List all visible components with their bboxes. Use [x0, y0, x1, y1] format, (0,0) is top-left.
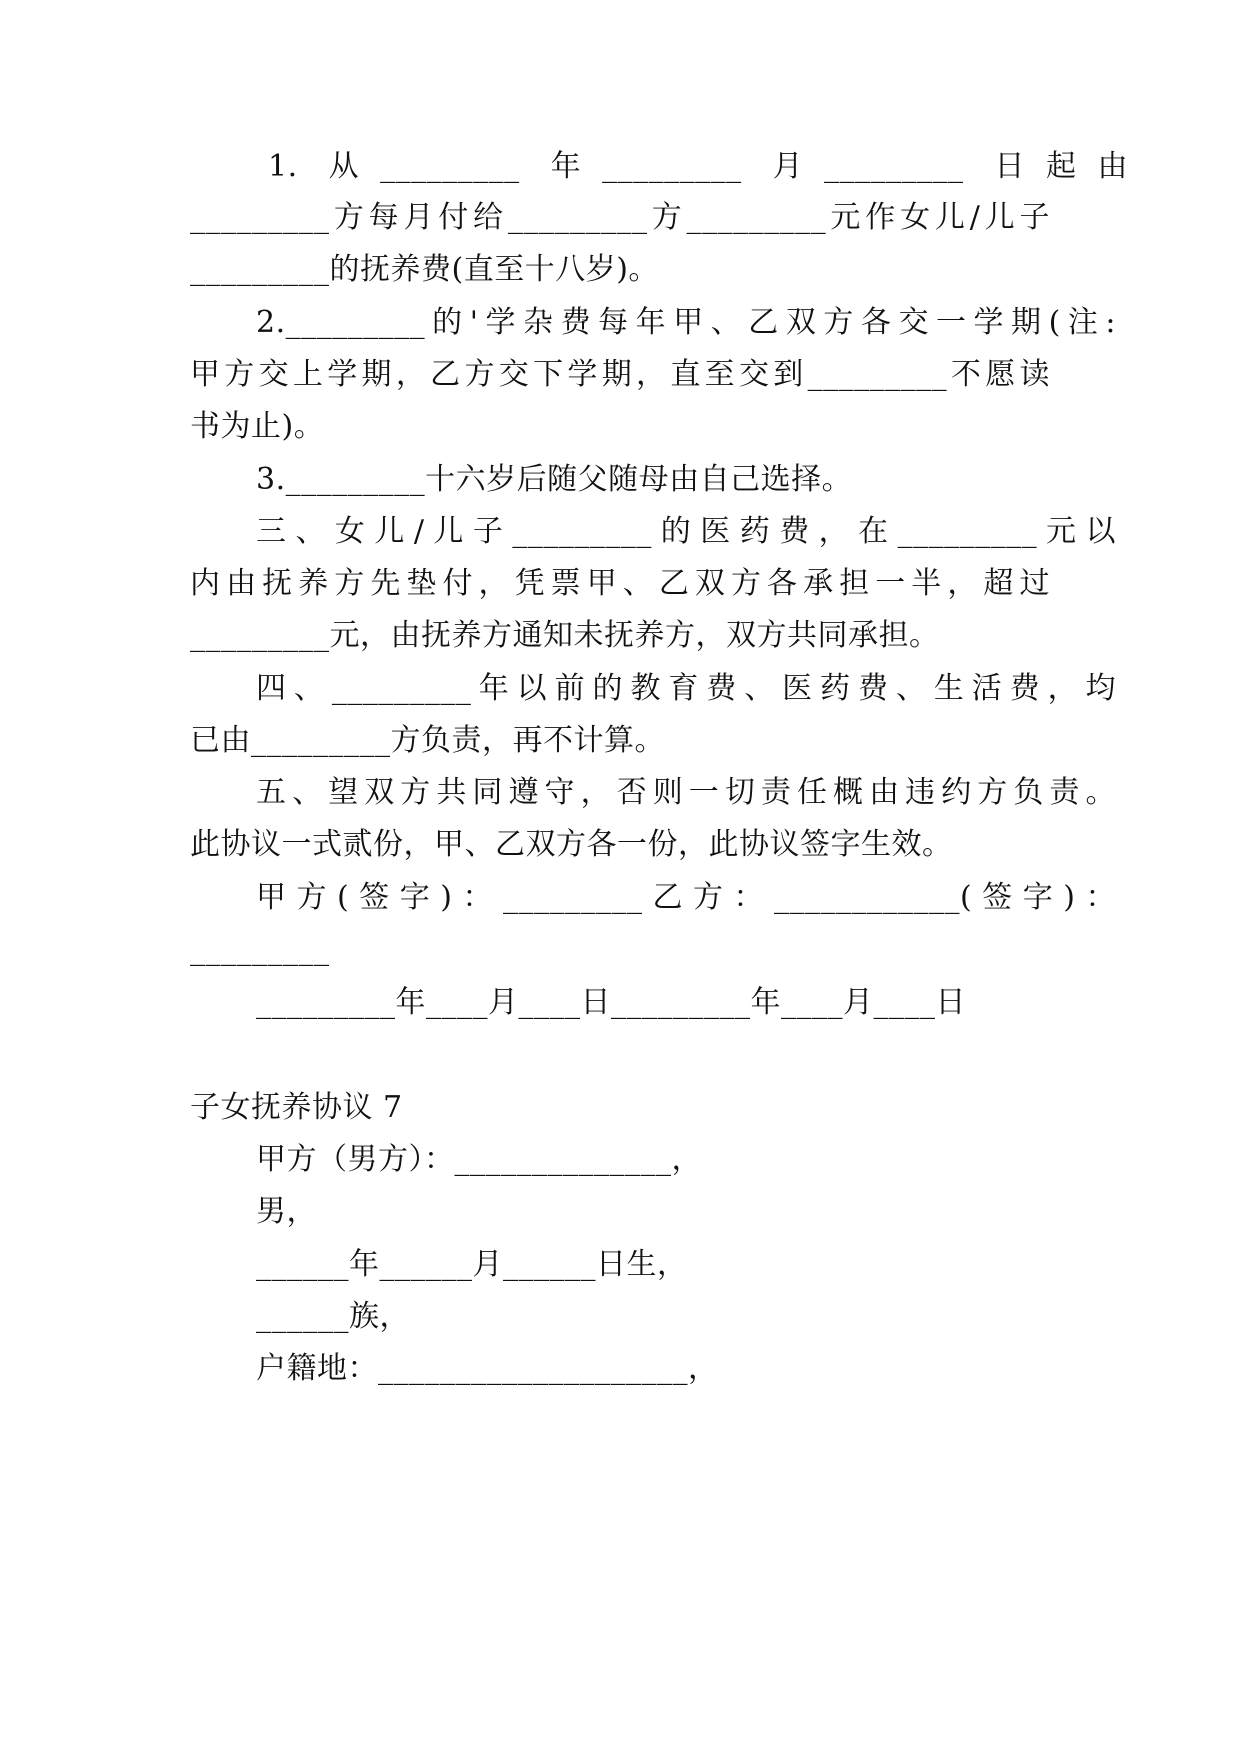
clause-2-line-3: 书为止)。 [190, 409, 325, 444]
agreement-title: 子女抚养协议 7 [190, 1090, 403, 1125]
clause-1-line-3: _________的抚养费(直至十八岁)。 [190, 252, 659, 287]
clause-2-line-2: 甲方交上学期，乙方交下学期，直至交到_________不愿读 [190, 357, 1050, 392]
party-a-line: 甲方（男方）：______________， [256, 1142, 702, 1177]
section-3-line-1: 三、女儿/儿子_________的医药费，在_________元以 [256, 514, 1116, 549]
section-3-line-2: 内由抚养方先垫付，凭票甲、乙双方各承担一半，超过 [190, 566, 1050, 601]
clause-1-line-1: 1. 从_________ 年_________ 月_________ 日起由 [268, 149, 1128, 184]
signature-line: 甲方(签字)：_________乙方：____________(签字)： [256, 880, 1116, 915]
section-5-line-2: 此协议一式贰份，甲、乙双方各一份，此协议签字生效。 [190, 827, 953, 862]
section-4-line-2: 已由_________方负责，再不计算。 [190, 723, 665, 758]
clause-1-line-2: _________方每月付给_________方_________元作女儿/儿子 [190, 200, 1050, 235]
date-line: _________年____月____日_________年____月____日 [256, 985, 966, 1020]
ethnicity-line: ______族， [256, 1299, 410, 1334]
gender-line: 男， [256, 1194, 317, 1229]
clause-2-line-1: 2._________的'学杂费每年甲、乙双方各交一学期(注: [256, 305, 1116, 340]
section-3-line-3: _________元，由抚养方通知未抚养方，双方共同承担。 [190, 618, 940, 653]
birth-date-line: ______年______月______日生， [256, 1247, 688, 1282]
household-registration-line: 户籍地：____________________， [256, 1351, 719, 1386]
section-5-line-1: 五、望双方共同遵守，否则一切责任概由违约方负责。 [256, 775, 1116, 810]
section-4-line-1: 四、_________年以前的教育费、医药费、生活费，均 [256, 671, 1116, 706]
clause-3-line-1: 3._________十六岁后随父随母由自己选择。 [256, 462, 853, 497]
signature-line-continued: _________ [190, 932, 330, 967]
